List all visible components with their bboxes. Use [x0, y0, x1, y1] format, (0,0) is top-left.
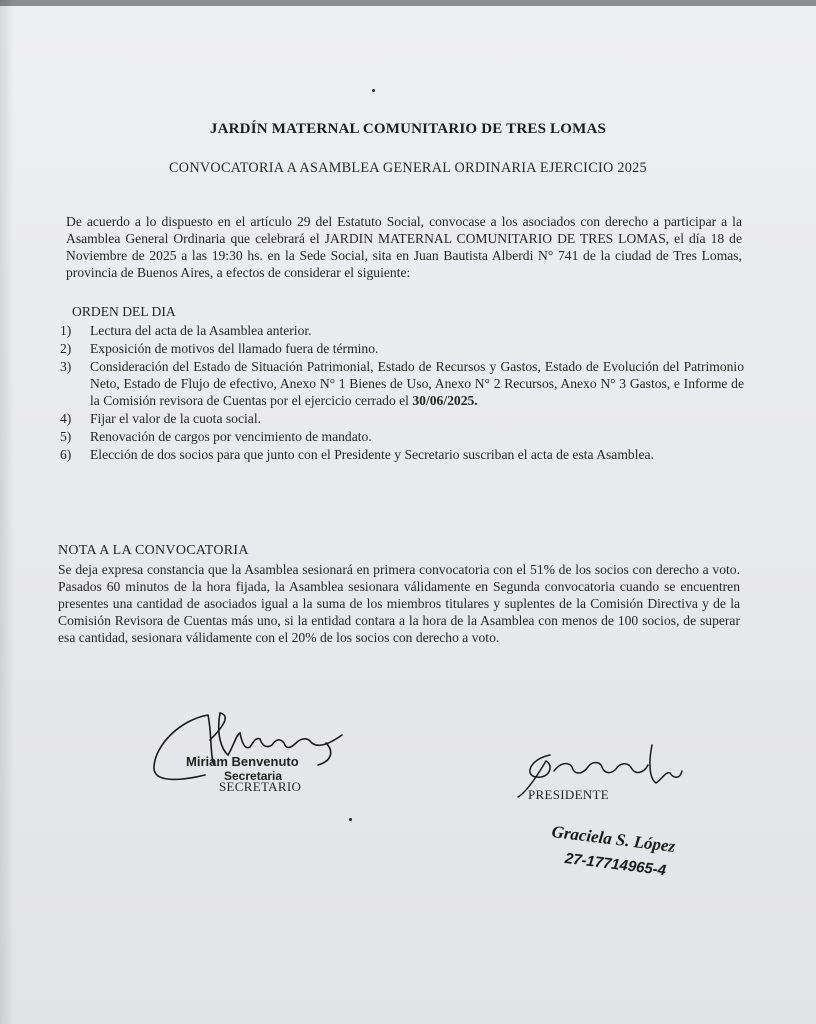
agenda-item: [60, 322, 744, 339]
agenda-item-number: 3): [60, 359, 72, 374]
document-subtitle: CONVOCATORIA A ASAMBLEA GENERAL ORDINARIA EJERCICIO 2025: [169, 160, 647, 176]
intro-paragraph: De acuerdo a lo dispuesto en el artículo 29 del Estatuto Social, convocase a los asociados con derecho a participar a la Asamblea General Ordinaria que celebrará el JARDIN MATERNAL COMUNITARIO DE TRES LOMAS, el día 18 de Noviembre de 2025 a las 19:30 hs. en la Sede Social, sita en Juan Bautista Alberdi N° 741 de la ciudad de Tres Lomas, provincia de Buenos Aires, a efectos de considerar el siguiente:: [66, 214, 742, 280]
agenda-item-number: 4): [60, 411, 72, 426]
agenda-item-text: Exposición de motivos del llamado fuera de término.: [90, 341, 379, 356]
agenda-item-text: Consideración del Estado de Situación Patrimonial, Estado de Recursos y Gastos, Estado de Evolución del Patrimonio Neto, Estado de Flujo de efectivo, Anexo N° 1 Bienes de Uso, Anexo N° 2 Recursos, Anexo N° 3 Gastos, e Informe de la Comisión revisora de Cuentas por el ejercicio cerrado el: [90, 359, 744, 408]
secretary-stamp-name: Miriam Benvenuto: [186, 754, 299, 769]
president-label: PRESIDENTE: [528, 787, 609, 802]
agenda-list: [60, 322, 744, 464]
agenda-item-number: 2): [60, 341, 72, 356]
orden-del-dia-heading: ORDEN DEL DIA: [72, 304, 176, 319]
agenda-item-number: 6): [60, 447, 72, 462]
agenda-item-period: .: [474, 393, 478, 408]
agenda-item-text: Lectura del acta de la Asamblea anterior.: [90, 323, 312, 338]
agenda-item: [60, 410, 744, 427]
president-stamp-name: Graciela S. López: [550, 822, 677, 856]
agenda-item: [60, 446, 744, 463]
president-stamp-id: 27-17714965-4: [563, 850, 668, 880]
agenda-item: [60, 428, 744, 445]
nota-heading: NOTA A LA CONVOCATORIA: [58, 543, 249, 558]
document-title: JARDÍN MATERNAL COMUNITARIO DE TRES LOMAS: [209, 121, 607, 137]
document-page: [0, 6, 816, 1024]
page-shadow: [0, 0, 14, 1024]
agenda-item: [60, 340, 744, 357]
speck: [372, 89, 375, 92]
speck: [349, 818, 352, 821]
agenda-item-number: 1): [60, 323, 72, 338]
secretary-label: SECRETARIO: [219, 779, 302, 794]
agenda-item-number: 5): [60, 429, 72, 444]
secretary-stamp-role: Secretaria: [224, 769, 283, 783]
fiscal-close-date: 30/06/2025: [412, 393, 475, 408]
nota-paragraph: Se deja expresa constancia que la Asamblea sesionará en primera convocatoria con el 51% de los socios con derecho a voto. Pasados 60 minutos de la hora fijada, la Asamblea sesionara válidamente en Segunda convocatoria cuando se encuentren presentes una cantidad de asociados igual a la suma de los miembros titulares y suplentes de la Comisión Directiva y de la Comisión Revisora de Cuentas más uno, si la entidad contara a la hora de la Asamblea con menos de 100 socios, de superar esa cantidad, sesionara válidamente con el 20% de los socios con derecho a voto.: [58, 562, 740, 645]
agenda-item-text: Elección de dos socios para que junto con el Presidente y Secretario suscriban el acta de esta Asamblea.: [90, 447, 654, 462]
agenda-item: [60, 358, 744, 409]
agenda-item-text: Fijar el valor de la cuota social.: [90, 411, 261, 426]
agenda-item-text: Renovación de cargos por vencimiento de mandato.: [90, 429, 372, 444]
